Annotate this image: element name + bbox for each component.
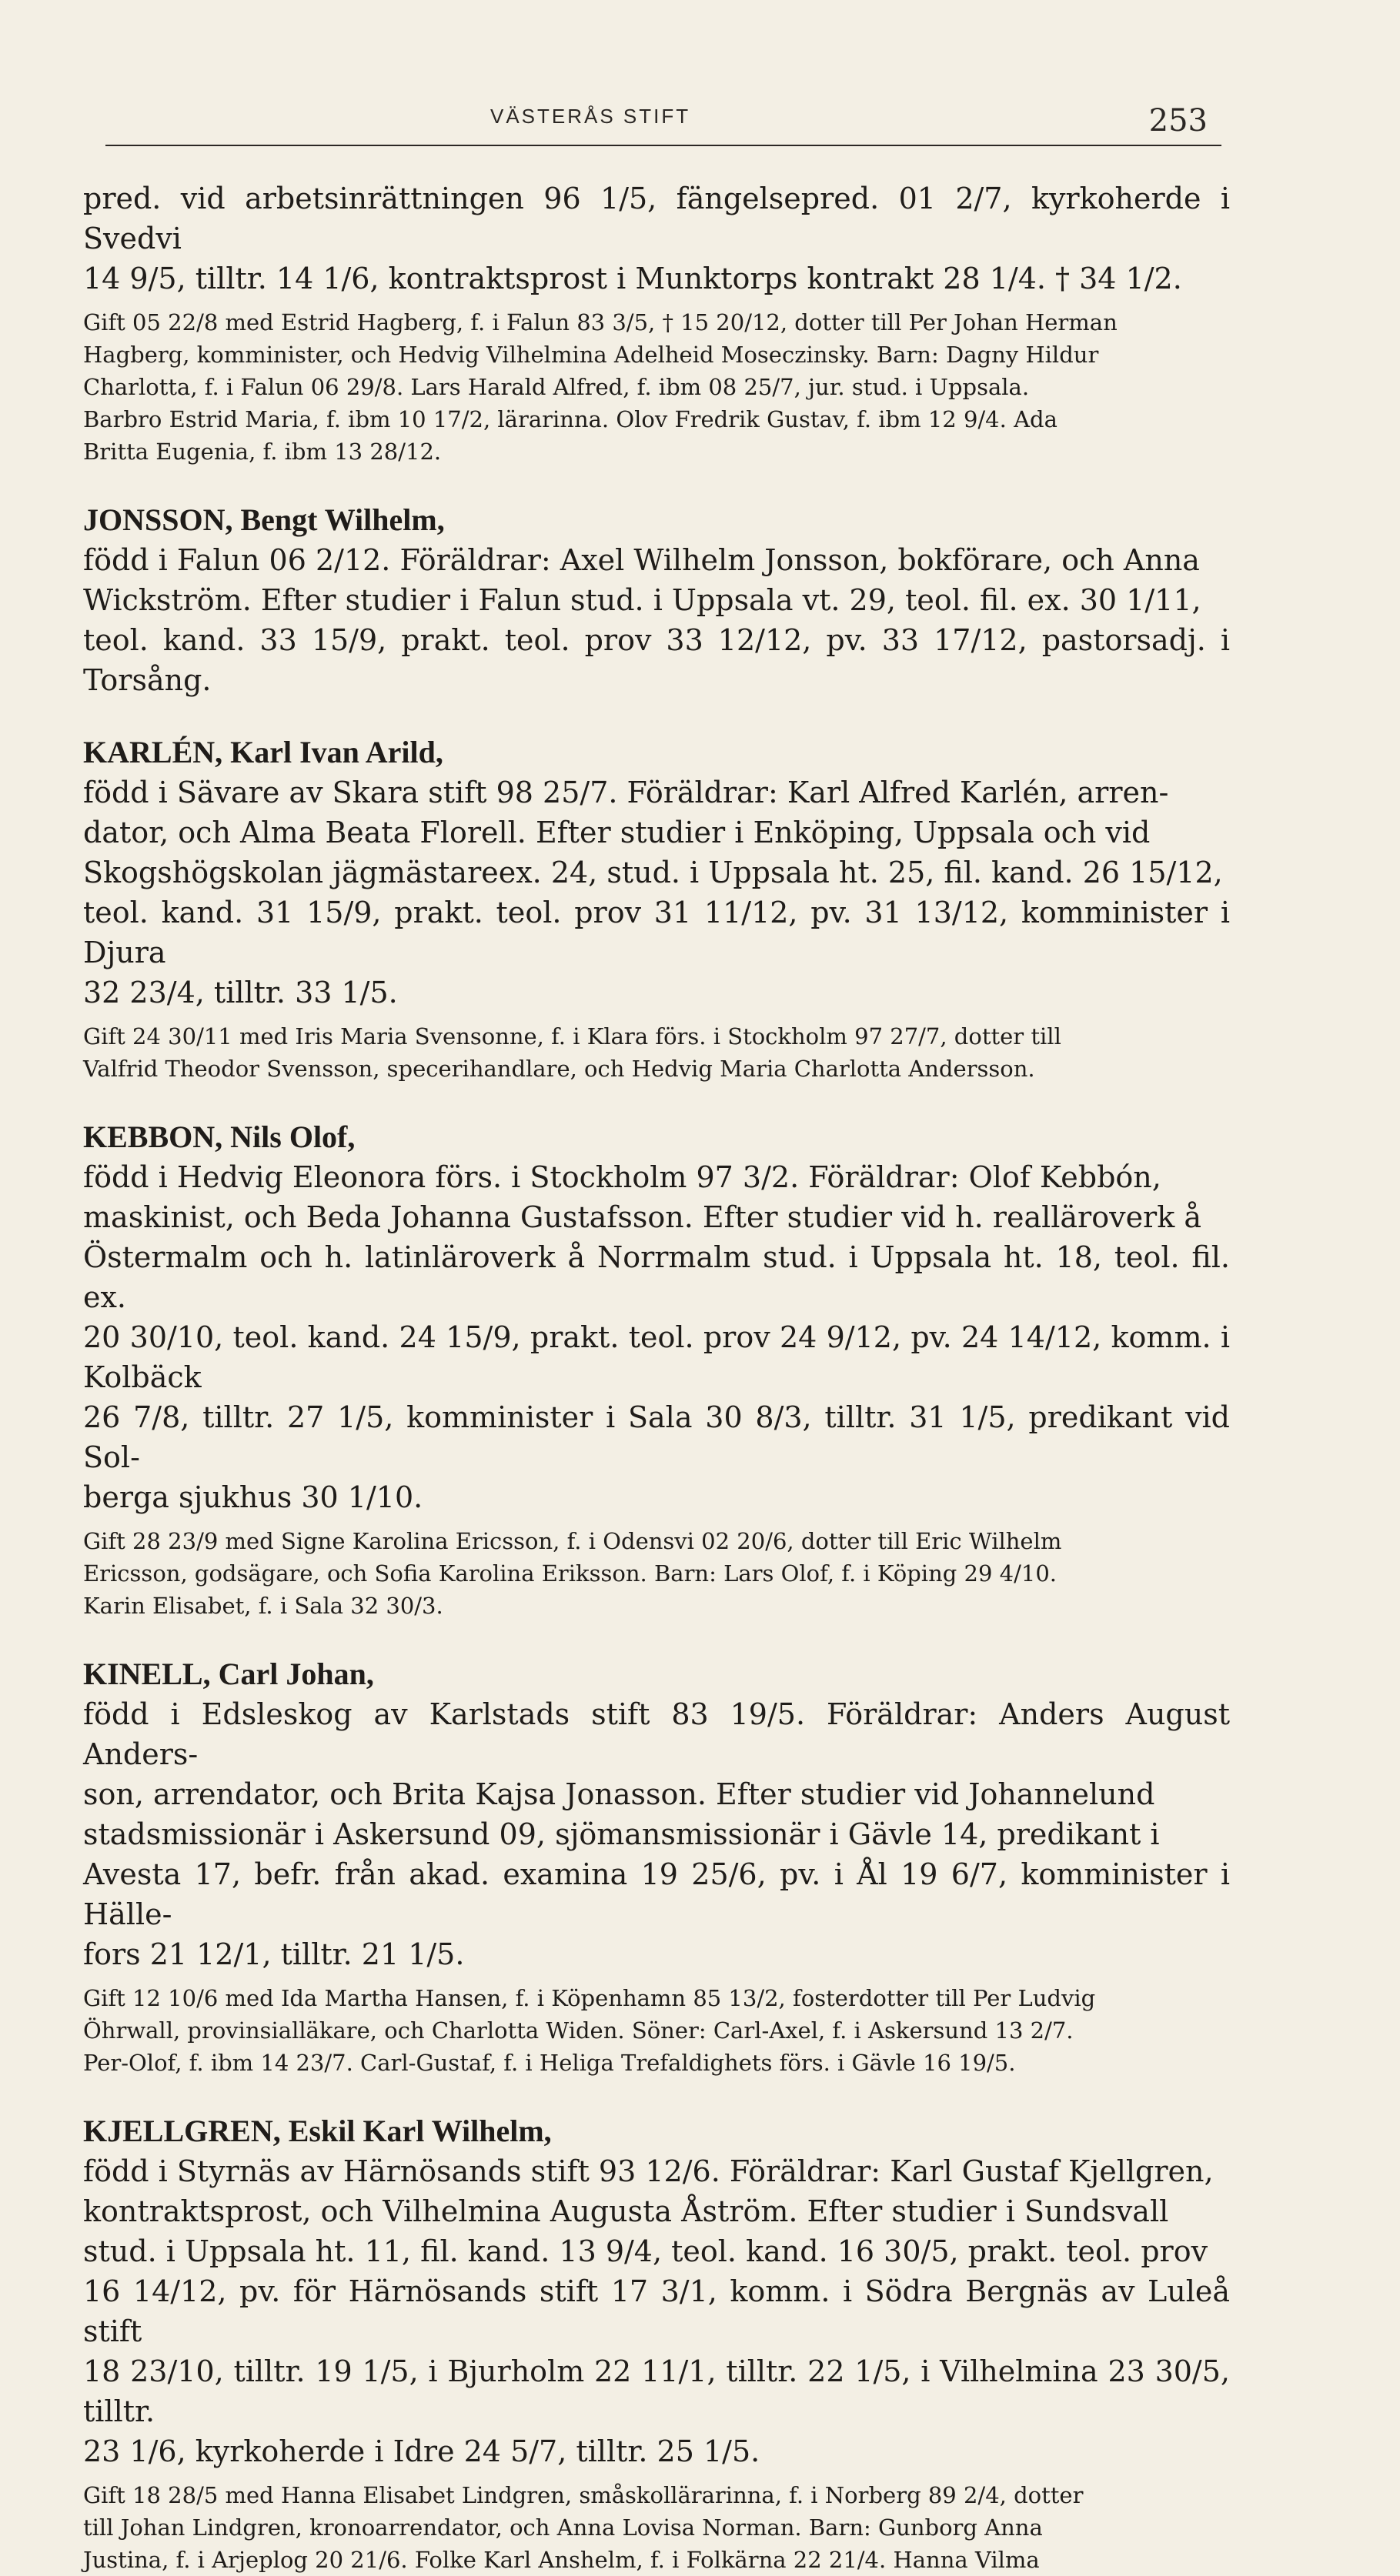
entry-kjellgren [83, 2113, 1230, 2576]
entry-bio: född i Sävare av Skara stift 98 25/7. Föräldrar: Karl Alfred Karlén, arren- dator, och Alma Beata Florell. Efter studier i Enköping, Uppsala och vid Skogshögskolan jägmästareex. 24, stud. i Uppsala ht. 25, fil. kand. 26 15/12, teol. kand. 31 15/9, prakt. teol. prov 31 11/12, pv. 31 13/12, komminister i Djura 32 23/4, tilltr. 33 1/5. [83, 776, 1230, 1009]
page-header [105, 105, 1221, 146]
lead-entry [83, 179, 1230, 468]
running-title: VÄSTERÅS STIFT [490, 105, 691, 128]
entry-jonsson [83, 502, 1230, 700]
entry-name: JONSSON, Bengt Wilhelm, [83, 502, 445, 537]
page-number: 253 [1148, 103, 1208, 138]
page-content [83, 179, 1230, 2576]
entry-name: KEBBON, Nils Olof, [83, 1119, 356, 1154]
entry-karlen [83, 734, 1230, 1085]
lead-entry-family: Gift 05 22/8 med Estrid Hagberg, f. i Falun 83 3/5, † 15 20/12, dotter till Per Johan Herman Hagberg, komminister, och Hedvig Vilhelmina Adelheid Moseczinsky. Barn: Dagny Hildur Charlotta, f. i Falun 06 29/8. Lars Harald Alfred, f. ibm 08 25/7, jur. stud. i Uppsala. Barbro Estrid Maria, f. ibm 10 17/2, lärarinna. Olov Fredrik Gustav, f. ibm 12 9/4. Ada Britta Eugenia, f. ibm 13 28/12. [83, 309, 1118, 465]
entry-bio: född i Falun 06 2/12. Föräldrar: Axel Wilhelm Jonsson, bokförare, och Anna Wickström. Efter studier i Falun stud. i Uppsala vt. 29, teol. fil. ex. 30 1/11, teol. kand. 33 15/9, prakt. teol. prov 33 12/12, pv. 33 17/12, pastorsadj. i Torsång. [83, 543, 1230, 697]
entry-family: Gift 18 28/5 med Hanna Elisabet Lindgren, småskollärarinna, f. i Norberg 89 2/4, dotter till Johan Lindgren, kronoarrendator, och Anna Lovisa Norman. Barn: Gunborg Anna Justina, f. i Arjeplog 20 21/6. Folke Karl Anshelm, f. i Folkärna 22 21/4. Hanna Vilma [83, 2482, 1084, 2573]
entry-name: KJELLGREN, Eskil Karl Wilhelm, [83, 2114, 552, 2148]
entry-bio: född i Hedvig Eleonora förs. i Stockholm 97 3/2. Föräldrar: Olof Kebbón, maskinist, och Beda Johanna Gustafsson. Efter studier vid h. realläroverk å Östermalm och h. latinläroverk å Norrmalm stud. i Uppsala ht. 18, teol. fil. ex. 20 30/10, teol. kand. 24 15/9, prakt. teol. prov 24 9/12, pv. 24 14/12, komm. i Kolbäck 26 7/8, tilltr. 27 1/5, komminister i Sala 30 8/3, tilltr. 31 1/5, predikant vid Sol- berga sjukhus 30 1/10. [83, 1160, 1230, 1514]
lead-entry-career: pred. vid arbetsinrättningen 96 1/5, fängelsepred. 01 2/7, kyrkoherde i Svedvi 14 9/5, tilltr. 14 1/6, kontraktsprost i Munktorps kontrakt 28 1/4. † 34 1/2. [83, 182, 1230, 295]
entry-family: Gift 24 30/11 med Iris Maria Svensonne, f. i Klara förs. i Stockholm 97 27/7, dotter till Valfrid Theodor Svensson, specerihandlare, och Hedvig Maria Charlotta Andersson. [83, 1023, 1061, 1082]
entry-family: Gift 28 23/9 med Signe Karolina Ericsson, f. i Odensvi 02 20/6, dotter till Eric Wilhelm Ericsson, godsägare, och Sofia Karolina Eriksson. Barn: Lars Olof, f. i Köping 29 4/10. Karin Elisabet, f. i Sala 32 30/3. [83, 1528, 1062, 1619]
entry-family: Gift 12 10/6 med Ida Martha Hansen, f. i Köpenhamn 85 13/2, fosterdotter till Per Ludvig Öhrwall, provinsialläkare, och Charlotta Widen. Söner: Carl-Axel, f. i Askersund 13 2/7. Per-Olof, f. ibm 14 23/7. Carl-Gustaf, f. i Heliga Trefaldighets förs. i Gävle 16 19/5. [83, 1985, 1096, 2076]
entry-name: KINELL, Carl Johan, [83, 1657, 374, 1691]
entry-bio: född i Edsleskog av Karlstads stift 83 19/5. Föräldrar: Anders August Anders- son, arrendator, och Brita Kajsa Jonasson. Efter studier vid Johannelund stadsmissionär i Askersund 09, sjömansmissionär i Gävle 14, predikant i Avesta 17, befr. från akad. examina 19 25/6, pv. i Ål 19 6/7, komminister i Hälle- fors 21 12/1, tilltr. 21 1/5. [83, 1697, 1230, 1971]
entry-bio: född i Styrnäs av Härnösands stift 93 12/6. Föräldrar: Karl Gustaf Kjellgren, kontraktsprost, och Vilhelmina Augusta Åström. Efter studier i Sundsvall stud. i Uppsala ht. 11, fil. kand. 13 9/4, teol. kand. 16 30/5, prakt. teol. prov 16 14/12, pv. för Härnösands stift 17 3/1, komm. i Södra Bergnäs av Luleå stift 18 23/10, tilltr. 19 1/5, i Bjurholm 22 11/1, tilltr. 22 1/5, i Vilhelmina 23 30/5, tilltr. 23 1/6, kyrkoherde i Idre 24 5/7, tilltr. 25 1/5. [83, 2154, 1230, 2468]
entry-name: KARLÉN, Karl Ivan Arild, [83, 735, 443, 769]
entry-kebbon [83, 1119, 1230, 1622]
entry-kinell [83, 1656, 1230, 2079]
